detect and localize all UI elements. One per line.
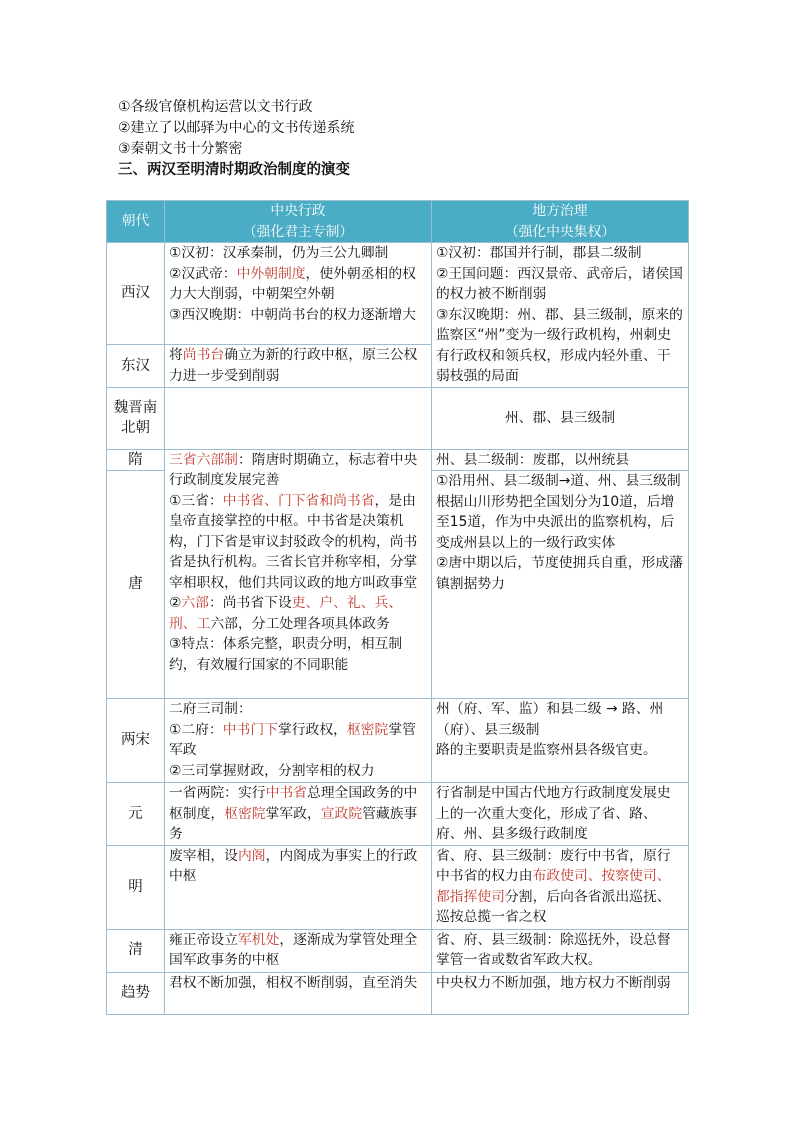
dynasty-cell: 清: [107, 929, 165, 972]
highlight-term: 中书门下: [222, 721, 278, 738]
central-cell: [165, 387, 432, 449]
dynasty-cell: 明: [107, 845, 165, 929]
highlight-term: 军机处: [237, 931, 280, 948]
text-segment: 废宰相，设: [169, 847, 238, 864]
local-cell: [432, 699, 689, 783]
highlight-term: 布政使司、按察使司、都指挥使司: [436, 868, 671, 905]
text-segment: ，逐渐成为掌管处理全国军政事务的中枢: [169, 931, 418, 968]
central-cell: [165, 699, 432, 783]
central-item: ③西汉晚期：中朝尚书台的权力逐渐增大: [169, 306, 416, 323]
text-segment: ，是由皇帝直接掌控的中枢。中书省是决策机构，门下省是审议封驳政令的机构，尚书省是执行机构。三省长官并称宰相，分掌宰相职权，他们共同议政的地方叫政事堂: [169, 492, 418, 591]
local-cell: 州、郡、县三级制: [432, 387, 689, 449]
text-segment: 雍正帝设立: [169, 931, 238, 948]
local-item: 根据山川形势把全国划分为10道，后增至15道，作为中央派出的监察机构，后变成州县以上的一级行政实体: [436, 493, 675, 551]
central-item: ②三司掌握财政，分割宰相的权力: [169, 762, 375, 779]
text-segment: ②: [169, 595, 182, 611]
intro-line-3: ③秦朝文书十分繁密: [118, 141, 243, 157]
text-segment: 总理全国政务的中枢制度，: [169, 785, 418, 822]
central-item: [169, 593, 427, 634]
political-system-table: [106, 200, 689, 1015]
table-row-ming: [107, 845, 689, 929]
dynasty-cell: 趋势: [107, 972, 165, 1014]
central-item: [169, 264, 427, 305]
header-local: [432, 201, 689, 243]
table-row-song: [107, 699, 689, 783]
central-cell: [165, 845, 432, 929]
central-item: 二府三司制：: [169, 701, 252, 717]
highlight-term: 宣政院: [320, 805, 363, 822]
highlight-term: 六部: [181, 595, 209, 611]
central-cell: [165, 243, 432, 345]
local-cell: 行省制是中国古代地方行政制度发展史上的一次重大变化，形成了省、路、府、州、县多级行政制度: [432, 783, 689, 846]
local-cell: [432, 471, 689, 699]
dynasty-cell: 东汉: [107, 345, 165, 387]
central-cell: [165, 345, 432, 387]
highlight-term: 枢密院: [346, 721, 389, 738]
local-item: ②王国问题：西汉景帝、武帝后，诸侯国的权力被不断削弱: [436, 265, 683, 302]
text-segment: ①三省：: [169, 492, 223, 509]
header-central-title: 中央行政: [270, 203, 326, 219]
intro-line-1: ①各级官僚机构运营以文书行政: [118, 99, 313, 115]
local-item: ①汉初：郡国并行制，郡县二级制: [436, 245, 642, 261]
text-segment: 一省两院：实行: [169, 785, 266, 801]
header-local-subtitle: （强化中央集权）: [504, 223, 616, 240]
highlight-term: 内阁: [237, 847, 266, 864]
header-dynasty: 朝代: [107, 201, 165, 243]
local-item: 州（府、军、监）和县二级 → 路、州（府）、县三级制: [436, 701, 664, 738]
highlight-term: 中书省: [265, 785, 307, 801]
text-segment: ，内阁成为事实上的行政中枢: [169, 847, 418, 884]
local-item: ①沿用州、县二级制→道、州、县三级制: [436, 473, 681, 489]
table-header-row: [107, 201, 689, 243]
highlight-term: 吏、户、礼、兵、刑、工: [169, 595, 403, 632]
table-row-qing: [107, 929, 689, 972]
table-row-weijin: [107, 387, 689, 449]
central-item: ①汉初：汉承秦制，仍为三公九卿制: [169, 245, 389, 261]
header-central-subtitle: （强化君主专制）: [242, 223, 354, 240]
local-cell: [432, 845, 689, 929]
highlight-term: 中外朝制度: [236, 265, 306, 282]
text-segment: 管藏族事务: [169, 805, 418, 842]
text-segment: ，使外朝丞相的权力大大削弱，中朝架空外朝: [169, 265, 416, 302]
dynasty-cell: 元: [107, 783, 165, 846]
dynasty-cell: 隋: [107, 449, 165, 471]
local-cell: [432, 243, 689, 388]
text-segment: ：尚书省下设: [208, 595, 292, 611]
table-row-xihan: [107, 243, 689, 345]
text-segment: 分割，后向各省派出巡抚、巡按总揽一省之权: [436, 888, 671, 925]
text-segment: 掌管军政: [169, 721, 416, 758]
text-segment: ①二府：: [169, 721, 223, 738]
central-item: [169, 450, 427, 491]
intro-line-2: ②建立了以邮驿为中心的文书传递系统: [118, 120, 355, 136]
text-segment: ②汉武帝：: [169, 265, 237, 282]
local-cell: 省、府、县三级制：除巡抚外，设总督掌管一省或数省军政大权。: [432, 929, 689, 972]
local-item: ②唐中期以后，节度使拥兵自重，形成藩镇割据势力: [436, 555, 683, 592]
text-segment: 确立为新的行政中枢，原三公权力进一步受到削弱: [169, 347, 418, 384]
central-item: [169, 491, 427, 594]
highlight-term: 尚书台: [182, 347, 225, 364]
central-cell: [165, 783, 432, 846]
local-item: ③东汉晚期：州、郡、县三级制，原来的监察区“州”变为一级行政机构，州刺史有行政权和领兵权，形成内轻外重、干弱枝强的局面: [436, 306, 683, 384]
intro-section: [118, 97, 355, 181]
dynasty-cell: 魏晋南北朝: [107, 387, 165, 449]
central-item: [169, 720, 427, 761]
text-segment: 掌行政权，: [277, 721, 347, 738]
highlight-term: 中书省、门下省和尚书省: [222, 492, 375, 509]
dynasty-cell: 唐: [107, 471, 165, 699]
dynasty-cell: 两宋: [107, 699, 165, 783]
central-cell: [165, 449, 432, 699]
text-segment: 将: [169, 347, 183, 364]
local-cell: 州、县二级制：废郡，以州统县: [432, 449, 689, 471]
table-row-sui: [107, 449, 689, 471]
highlight-term: 三省六部制: [169, 451, 238, 468]
text-segment: 省、府、县三级制：废行中书省，原行中书省的权力由: [436, 847, 671, 884]
text-segment: 掌军政，: [265, 805, 321, 822]
central-cell: [165, 929, 432, 972]
table-row-trend: [107, 972, 689, 1014]
central-item: ③特点：体系完整，职责分明，相互制约，有效履行国家的不同职能: [169, 636, 403, 673]
header-central: [165, 201, 432, 243]
table-row-yuan: [107, 783, 689, 846]
highlight-term: 枢密院: [224, 805, 266, 822]
text-segment: 六部，分工处理各项具体政务: [210, 615, 390, 632]
section-heading: 三、两汉至明清时期政治制度的演变: [118, 162, 350, 178]
central-cell: 君权不断加强，相权不断削弱，直至消失: [165, 972, 432, 1014]
local-item: 路的主要职责是监察州县各级官吏。: [436, 742, 657, 758]
dynasty-cell: 西汉: [107, 243, 165, 345]
header-local-title: 地方治理: [532, 203, 588, 219]
text-segment: ：隋唐时期确立，标志着中央行政制度发展完善: [169, 451, 418, 488]
local-cell: 中央权力不断加强，地方权力不断削弱: [432, 972, 689, 1014]
